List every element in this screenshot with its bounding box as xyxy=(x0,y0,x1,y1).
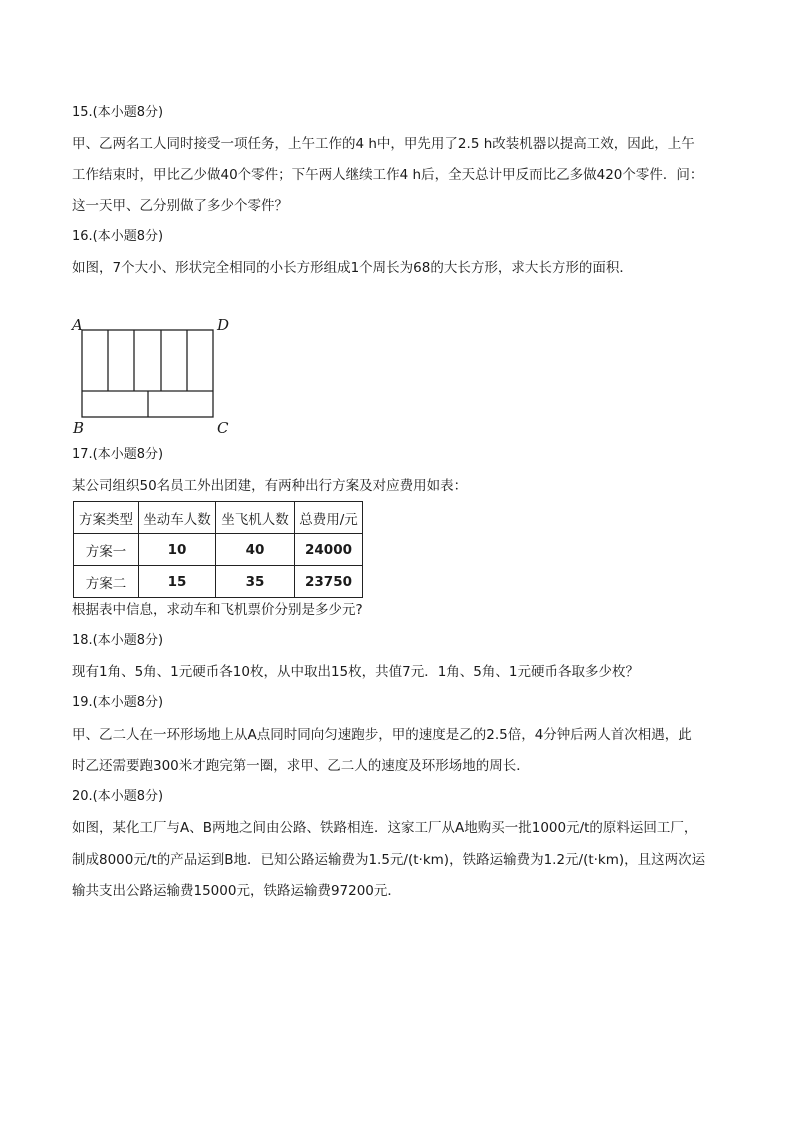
figure-label-a: A xyxy=(72,316,83,334)
problem-19-line-1: 甲、乙二人在一环形场地上从A点同时同向匀速跑步，甲的速度是乙的2.5倍，4分钟后两人首次相遇，此 xyxy=(72,727,692,743)
problem-16-heading: 16.(本小题8分) xyxy=(72,229,164,244)
table-header-cell: 坐动车人数 xyxy=(139,502,216,534)
table-cell: 35 xyxy=(216,566,295,598)
problem-19-heading: 19.(本小题8分) xyxy=(72,695,164,710)
figure-label-b: B xyxy=(73,419,85,437)
table-row xyxy=(74,534,363,566)
problem-18-heading: 18.(本小题8分) xyxy=(72,633,164,648)
figure-label-d: D xyxy=(217,316,230,334)
table-cell: 24000 xyxy=(295,534,363,566)
problem-19-line-2: 时乙还需要跑300米才跑完第一圈，求甲、乙二人的速度及环形场地的周长． xyxy=(72,758,530,774)
problem-17-question: 根据表中信息，求动车和飞机票价分别是多少元? xyxy=(72,602,363,618)
table-cell: 方案一 xyxy=(74,534,139,566)
table-header-cell: 坐飞机人数 xyxy=(216,502,295,534)
table-cell: 10 xyxy=(139,534,216,566)
problem-18-line-1: 现有1角、5角、1元硬币各10枚，从中取出15枚，共值7元．1角、5角、1元硬币各取多少枚？ xyxy=(72,664,639,680)
problem-20-line-2: 制成8000元/t的产品运到B地．已知公路运输费为1.5元/(t·km)，铁路运输费为1.2元/(t·km)，且这两次运 xyxy=(72,852,706,868)
problem-20-heading: 20.(本小题8分) xyxy=(72,789,164,804)
problem-17-line-1: 某公司组织50名员工外出团建，有两种出行方案及对应费用如表： xyxy=(72,478,468,494)
problem-17-heading: 17.(本小题8分) xyxy=(72,447,164,462)
table-cell: 40 xyxy=(216,534,295,566)
problem-15-line-1: 甲、乙两名工人同时接受一项任务，上午工作的4 h中，甲先用了2.5 h改装机器以提高工效，因此，上午 xyxy=(72,136,695,152)
table-header-cell: 方案类型 xyxy=(74,502,139,534)
problem-15-line-2: 工作结束时，甲比乙少做40个零件；下午两人继续工作4 h后，全天总计甲反而比乙多做420个零件．问： xyxy=(72,167,704,183)
table-cell: 23750 xyxy=(295,566,363,598)
problem-20-line-1: 如图，某化工厂与A、B两地之间由公路、铁路相连．这家工厂从A地购买一批1000元/t的原料运回工厂， xyxy=(72,820,698,836)
problem-16-line-1: 如图，7个大小、形状完全相同的小长方形组成1个周长为68的大长方形，求大长方形的面积． xyxy=(72,260,633,276)
table-header-cell: 总费用/元 xyxy=(295,502,363,534)
table-row xyxy=(74,566,363,598)
table-cell: 方案二 xyxy=(74,566,139,598)
table-header-row xyxy=(74,502,363,534)
cost-table xyxy=(73,501,363,598)
table-cell: 15 xyxy=(139,566,216,598)
problem-15-line-3: 这一天甲、乙分别做了多少个零件？ xyxy=(72,198,288,214)
figure-label-c: C xyxy=(217,419,229,437)
problem-15-heading: 15.(本小题8分) xyxy=(72,105,164,120)
problem-20-line-3: 输共支出公路运输费15000元，铁路运输费97200元． xyxy=(72,883,401,899)
